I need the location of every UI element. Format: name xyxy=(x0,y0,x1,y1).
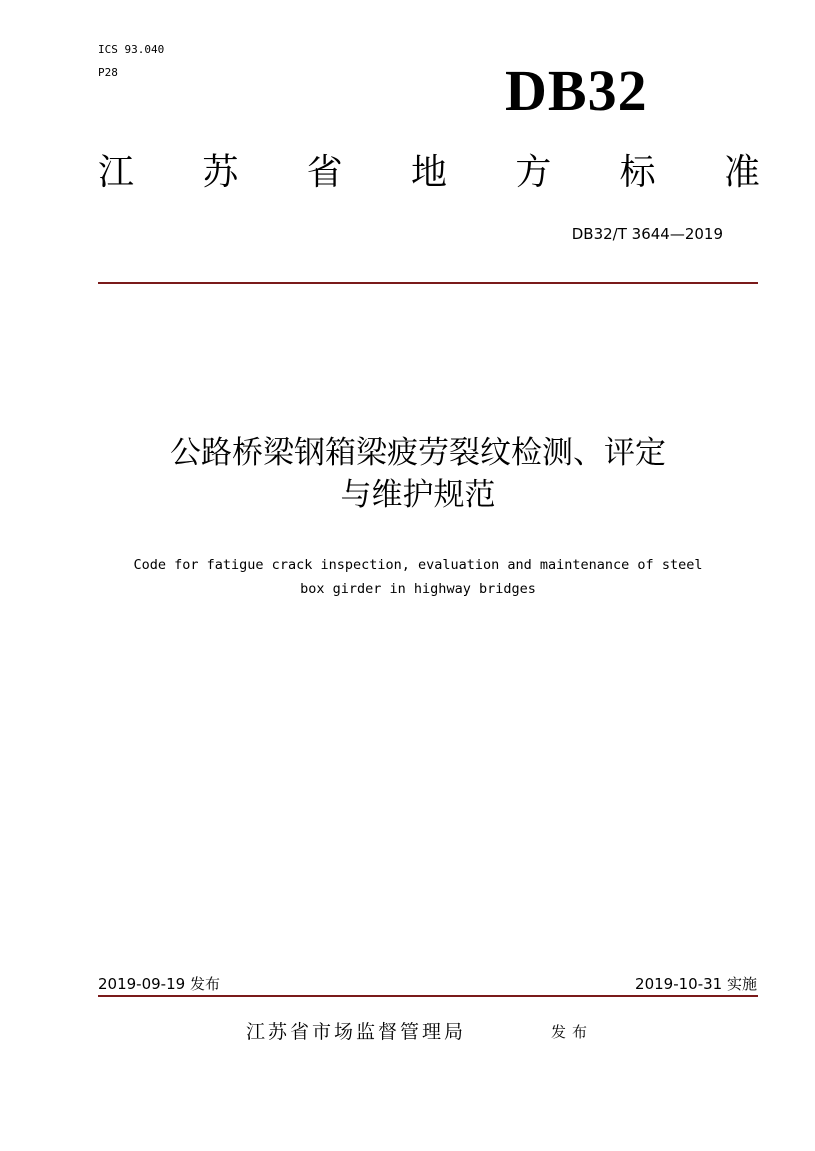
top-divider xyxy=(98,282,758,284)
publish-label: 发布 xyxy=(551,1023,594,1041)
issue-date: 2019-09-19 发布 xyxy=(98,975,220,993)
standard-type-char: 江 xyxy=(98,152,135,193)
db-logo: DB32 xyxy=(505,58,648,123)
implementation-date: 2019-10-31 实施 xyxy=(635,975,757,993)
title-en-line: Code for fatigue crack inspection, evaluation and maintenance of steel xyxy=(133,557,703,573)
standard-type-char: 标 xyxy=(619,152,656,193)
document-title-en xyxy=(88,553,748,601)
ccs-code: P28 xyxy=(98,66,118,79)
ics-code: ICS 93.040 xyxy=(98,43,165,56)
title-en-line: box girder in highway bridges xyxy=(300,581,536,597)
standard-type-char: 准 xyxy=(723,152,760,193)
title-cn-line: 与维护规范 xyxy=(340,477,496,513)
bottom-divider xyxy=(98,995,758,997)
standard-type-char: 方 xyxy=(515,152,552,193)
standard-type-heading xyxy=(98,150,760,196)
standard-number: DB32/T 3644—2019 xyxy=(571,225,723,243)
publisher: 江苏省市场监督管理局 xyxy=(246,1021,467,1043)
standard-type-char: 地 xyxy=(410,152,447,193)
document-title-cn xyxy=(98,432,738,516)
standard-type-char: 苏 xyxy=(202,152,239,193)
standard-type-char: 省 xyxy=(306,152,343,193)
title-cn-line: 公路桥梁钢箱梁疲劳裂纹检测、评定 xyxy=(170,435,666,471)
